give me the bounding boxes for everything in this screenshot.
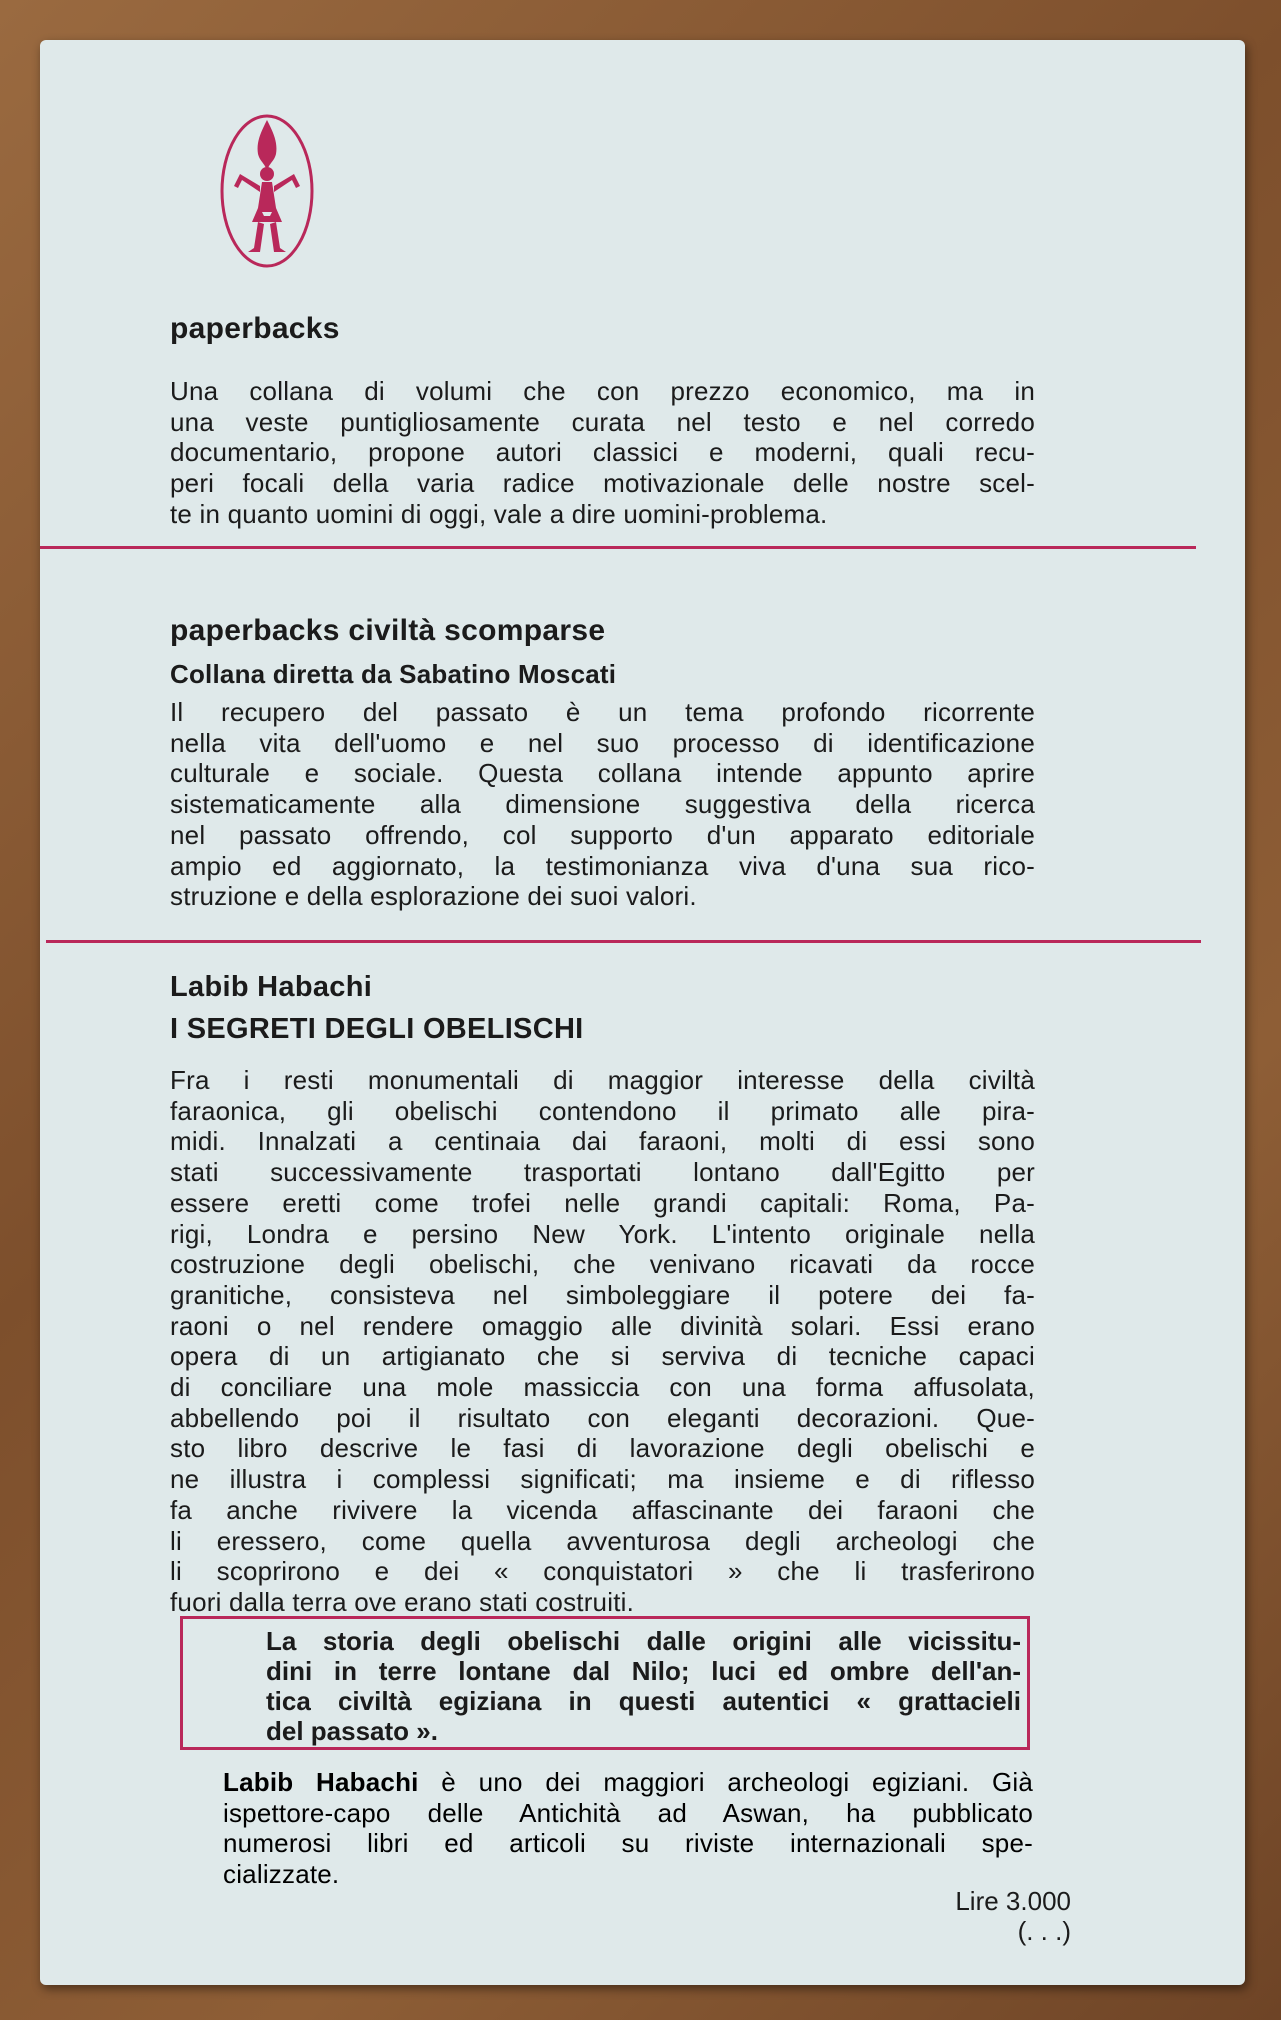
series-description-line: peri focali della varia radice motivazionale delle nostre scel-	[170, 468, 1035, 499]
book-description-line: fuori dalla terra ove erano stati costruiti.	[170, 1586, 635, 1617]
book-description-line: li eressero, come quella avventurosa degli archeologi che	[170, 1525, 1035, 1556]
highlight-text	[266, 1626, 1021, 1746]
book-description-line: di conciliare una mole massiccia con una forma affusolata,	[170, 1372, 1035, 1403]
book-description-line: Fra i resti monumentali di maggior interesse della civiltà	[170, 1065, 1035, 1095]
highlight-line: dini in terre lontane dal Nilo; luci ed ombre dell'an-	[266, 1656, 1021, 1686]
series-description-line: Una collana di volumi che con prezzo economico, ma in	[170, 376, 1035, 406]
author-bio	[223, 1767, 1033, 1890]
price-note: (. . .)	[1017, 1916, 1071, 1946]
bio-author-name: Labib Habachi	[223, 1767, 419, 1797]
book-description-line: granitiche, consisteva nel simboleggiare il potere dei fa-	[170, 1279, 1035, 1310]
divider-rule	[40, 546, 1196, 549]
subseries-description-line: ampio ed aggiornato, la testimonianza viva d'una sua rico-	[170, 850, 1035, 881]
book-description-line: faraonica, gli obelischi contendono il primato alle pira-	[170, 1095, 1035, 1126]
price-block	[955, 1886, 1071, 1946]
highlight-line: tica civiltà egiziana in questi autentici « grattacieli	[266, 1686, 1021, 1716]
author-bio-line: ispettore-capo delle Antichità ad Aswan, ha pubblicato	[223, 1797, 1033, 1828]
book-author: Labib Habachi	[170, 971, 373, 1003]
book-description-line: costruzione degli obelischi, che venivano ricavati da rocce	[170, 1249, 1035, 1280]
series-title: paperbacks	[170, 312, 340, 345]
book-description-line: ne illustra i complessi significati; ma insieme e di riflesso	[170, 1464, 1035, 1495]
subseries-description-line: nella vita dell'uomo e nel suo processo di identificazione	[170, 727, 1035, 758]
book-description-line: raoni o nel rendere omaggio alle divinità solari. Essi erano	[170, 1310, 1035, 1341]
series-description-line: una veste puntigliosamente curata nel testo e nel corredo	[170, 406, 1035, 437]
author-bio-line: cializzate.	[223, 1859, 340, 1890]
book-description-line: rigi, Londra e persino New York. L'intento originale nella	[170, 1218, 1035, 1249]
author-bio-line: numerosi libri ed articoli su riviste internazionali spe-	[223, 1828, 1033, 1859]
book-description-line: fa anche rivivere la vicenda affascinante dei faraoni che	[170, 1494, 1035, 1525]
series-description	[170, 376, 1035, 530]
book-description-line: stati successivamente trasportati lontano dall'Egitto per	[170, 1157, 1035, 1188]
series-description-line: documentario, propone autori classici e moderni, quali recu-	[170, 437, 1035, 468]
dancing-figure-logo-icon	[218, 112, 316, 270]
highlight-line: La storia degli obelischi dalle origini alle vicissitu-	[266, 1626, 1021, 1656]
bio-first-line-text: è uno dei maggiori archeologi egiziani. Già	[418, 1767, 1034, 1797]
series-description-line: te in quanto uomini di oggi, vale a dire uomini-problema.	[170, 498, 828, 529]
author-bio-line	[223, 1767, 1033, 1798]
subseries-description-line: sistematicamente alla dimensione suggestiva della ricerca	[170, 789, 1035, 820]
subseries-description-line: nel passato offrendo, col supporto d'un apparato editoriale	[170, 819, 1035, 850]
book-description-line: sto libro descrive le fasi di lavorazione degli obelischi e	[170, 1433, 1035, 1464]
book-description-line: li scoprirono e dei « conquistatori » che li trasferirono	[170, 1556, 1035, 1587]
book-description-line: essere eretti come trofei nelle grandi capitali: Roma, Pa-	[170, 1187, 1035, 1218]
highlight-line: del passato ».	[266, 1716, 438, 1746]
book-title: I SEGRETI DEGLI OBELISCHI	[170, 1013, 584, 1045]
subseries-title: paperbacks civiltà scomparse	[170, 614, 606, 647]
book-description	[170, 1065, 1035, 1618]
subseries-description-line: Il recupero del passato è un tema profondo ricorrente	[170, 697, 1035, 727]
subseries-description	[170, 697, 1035, 912]
book-description-line: midi. Innalzati a centinaia dai faraoni, molti di essi sono	[170, 1126, 1035, 1157]
subseries-editor: Collana diretta da Sabatino Moscati	[170, 659, 617, 689]
subseries-description-line: culturale e sociale. Questa collana intende appunto aprire	[170, 758, 1035, 789]
subseries-description-line: struzione e della esplorazione dei suoi valori.	[170, 881, 697, 912]
divider-rule	[46, 940, 1201, 943]
price: Lire 3.000	[955, 1886, 1071, 1916]
book-description-line: opera di un artigianato che si serviva di tecniche capaci	[170, 1341, 1035, 1372]
book-description-line: abbellendo poi il risultato con eleganti decorazioni. Que-	[170, 1402, 1035, 1433]
